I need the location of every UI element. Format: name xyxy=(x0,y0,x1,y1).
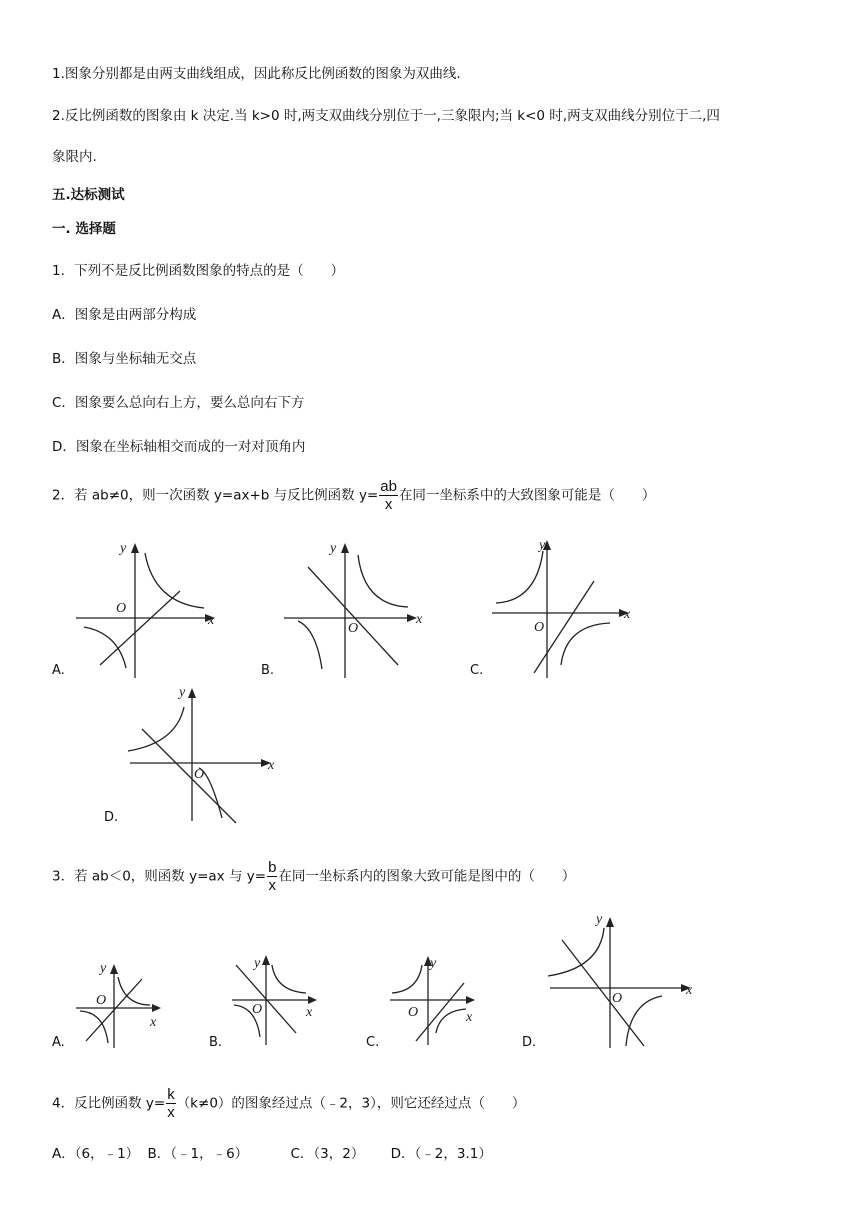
hyperbola-branch-upper xyxy=(496,551,543,603)
q2-graph-d xyxy=(126,683,276,828)
question-4-option-b: B．（﹣1，﹣6） xyxy=(147,1146,249,1162)
origin-label: O xyxy=(612,991,623,1006)
y-axis-label: y xyxy=(100,961,107,976)
linear-function-line xyxy=(308,567,398,665)
y-axis-label: y xyxy=(330,541,337,556)
y-axis-arrow xyxy=(110,964,118,974)
q2-label-b: B. xyxy=(261,663,275,678)
hyperbola-branch-lower xyxy=(436,1009,466,1033)
question-2-stem-post: 在同一坐标系中的大致图象可能是（ ） xyxy=(398,487,656,504)
x-axis-arrow xyxy=(466,996,475,1004)
origin-label: O xyxy=(534,620,545,635)
question-4-option-d: D．（﹣2，3.1） xyxy=(390,1146,492,1162)
x-axis-label: x xyxy=(306,1005,313,1020)
fraction-numerator: k xyxy=(167,1086,175,1103)
y-axis-label: y xyxy=(120,541,127,556)
y-axis-label: y xyxy=(596,912,603,927)
y-axis-arrow xyxy=(262,955,270,965)
question-1-option-a: A．图象是由两部分构成 xyxy=(52,307,197,323)
hyperbola-branch-lower xyxy=(561,623,610,665)
question-4-options xyxy=(52,1142,492,1162)
y-axis-label: y xyxy=(539,538,546,553)
summary-point-1: 1.图象分别都是由两支曲线组成，因此称反比例函数的图象为双曲线. xyxy=(52,66,461,82)
summary-point-2-cont: 象限内. xyxy=(52,149,97,165)
q3-label-a: A. xyxy=(52,1035,65,1050)
origin-label: O xyxy=(194,767,205,782)
fraction-ab-over-x xyxy=(379,478,398,513)
question-1-option-d: D．图象在坐标轴相交而成的一对对顶角内 xyxy=(52,439,306,455)
question-2-stem-pre: 2．若 ab≠0，则一次函数 y=ax+b 与反比例函数 y= xyxy=(52,487,379,504)
origin-label: O xyxy=(408,1005,419,1020)
y-axis-arrow xyxy=(606,917,614,927)
linear-function-line xyxy=(142,729,236,823)
linear-function-line xyxy=(562,940,644,1046)
fraction-k-over-x xyxy=(166,1086,176,1121)
x-axis-label: x xyxy=(208,613,215,628)
fraction-denominator: x xyxy=(167,1104,175,1121)
hyperbola-branch-upper xyxy=(272,965,306,993)
x-axis-arrow xyxy=(308,996,317,1004)
question-1-stem: 1．下列不是反比例函数图象的特点的是（ ） xyxy=(52,263,345,279)
x-axis-arrow xyxy=(152,1004,161,1012)
hyperbola-branch-lower xyxy=(80,1011,108,1043)
question-2-stem xyxy=(52,478,655,513)
section-title: 五.达标测试 xyxy=(52,187,125,203)
q3-graph-a xyxy=(74,955,174,1050)
y-axis-label: y xyxy=(254,956,261,971)
q3-label-b: B. xyxy=(209,1035,223,1050)
q2-graph-a xyxy=(72,535,222,685)
hyperbola-branch-lower xyxy=(298,621,322,669)
question-3-stem-pre: 3．若 ab＜0，则函数 y=ax 与 y= xyxy=(52,868,267,885)
fraction-b-over-x xyxy=(267,859,277,894)
linear-function-line xyxy=(100,591,180,665)
y-axis-arrow xyxy=(131,543,139,553)
question-4-stem-post: （k≠0）的图象经过点（﹣2，3），则它还经过点（ ） xyxy=(176,1095,526,1112)
question-1-option-b: B．图象与坐标轴无交点 xyxy=(52,351,197,367)
question-4-stem-pre: 4．反比例函数 y= xyxy=(52,1095,166,1112)
origin-label: O xyxy=(96,993,107,1008)
hyperbola-branch-lower xyxy=(626,996,662,1046)
x-axis-label: x xyxy=(624,607,631,622)
origin-label: O xyxy=(348,621,359,636)
hyperbola-branch-upper xyxy=(548,928,604,976)
q3-label-d: D. xyxy=(522,1035,537,1050)
x-axis-label: x xyxy=(150,1015,157,1030)
question-1-option-c: C．图象要么总向右上方，要么总向右下方 xyxy=(52,395,305,411)
y-axis-arrow xyxy=(188,688,196,698)
y-axis-label: y xyxy=(430,956,437,971)
fraction-numerator: ab xyxy=(380,478,397,495)
question-4-option-c: C．（3，2） xyxy=(290,1146,365,1162)
fraction-denominator: x xyxy=(268,877,276,894)
q2-graph-b xyxy=(282,535,432,685)
q3-graph-c xyxy=(388,955,488,1050)
question-4-stem xyxy=(52,1086,525,1121)
q3-graph-b xyxy=(230,955,330,1050)
hyperbola-branch-upper xyxy=(128,707,184,751)
q2-graph-c xyxy=(490,535,640,685)
origin-label: O xyxy=(116,601,127,616)
subsection-title: 一. 选择题 xyxy=(52,221,116,237)
x-axis-label: x xyxy=(416,612,423,627)
hyperbola-branch-upper xyxy=(358,555,408,607)
q3-label-c: C. xyxy=(366,1035,380,1050)
x-axis-label: x xyxy=(686,983,693,998)
question-3-stem xyxy=(52,859,575,894)
y-axis-arrow xyxy=(341,543,349,553)
linear-function-line xyxy=(416,983,464,1041)
origin-label: O xyxy=(252,1002,263,1017)
hyperbola-branch-upper xyxy=(145,553,204,608)
fraction-numerator: b xyxy=(268,859,277,876)
hyperbola-branch-upper xyxy=(392,965,422,993)
q2-label-a: A. xyxy=(52,663,65,678)
q2-label-d: D. xyxy=(104,810,119,825)
question-3-stem-post: 在同一坐标系内的图象大致可能是图中的（ ） xyxy=(278,868,576,885)
fraction-denominator: x xyxy=(384,496,393,513)
q3-graph-d xyxy=(544,910,699,1050)
summary-point-2: 2.反比例函数的图象由 k 决定.当 k>0 时,两支双曲线分别位于一,三象限内;当 k<0 时,两支双曲线分别位于二,四 xyxy=(52,108,720,124)
x-axis-label: x xyxy=(268,758,275,773)
y-axis-label: y xyxy=(179,685,186,700)
q2-label-c: C. xyxy=(470,663,484,678)
x-axis-label: x xyxy=(466,1010,473,1025)
question-4-option-a: A．（6，﹣1） xyxy=(52,1146,140,1162)
